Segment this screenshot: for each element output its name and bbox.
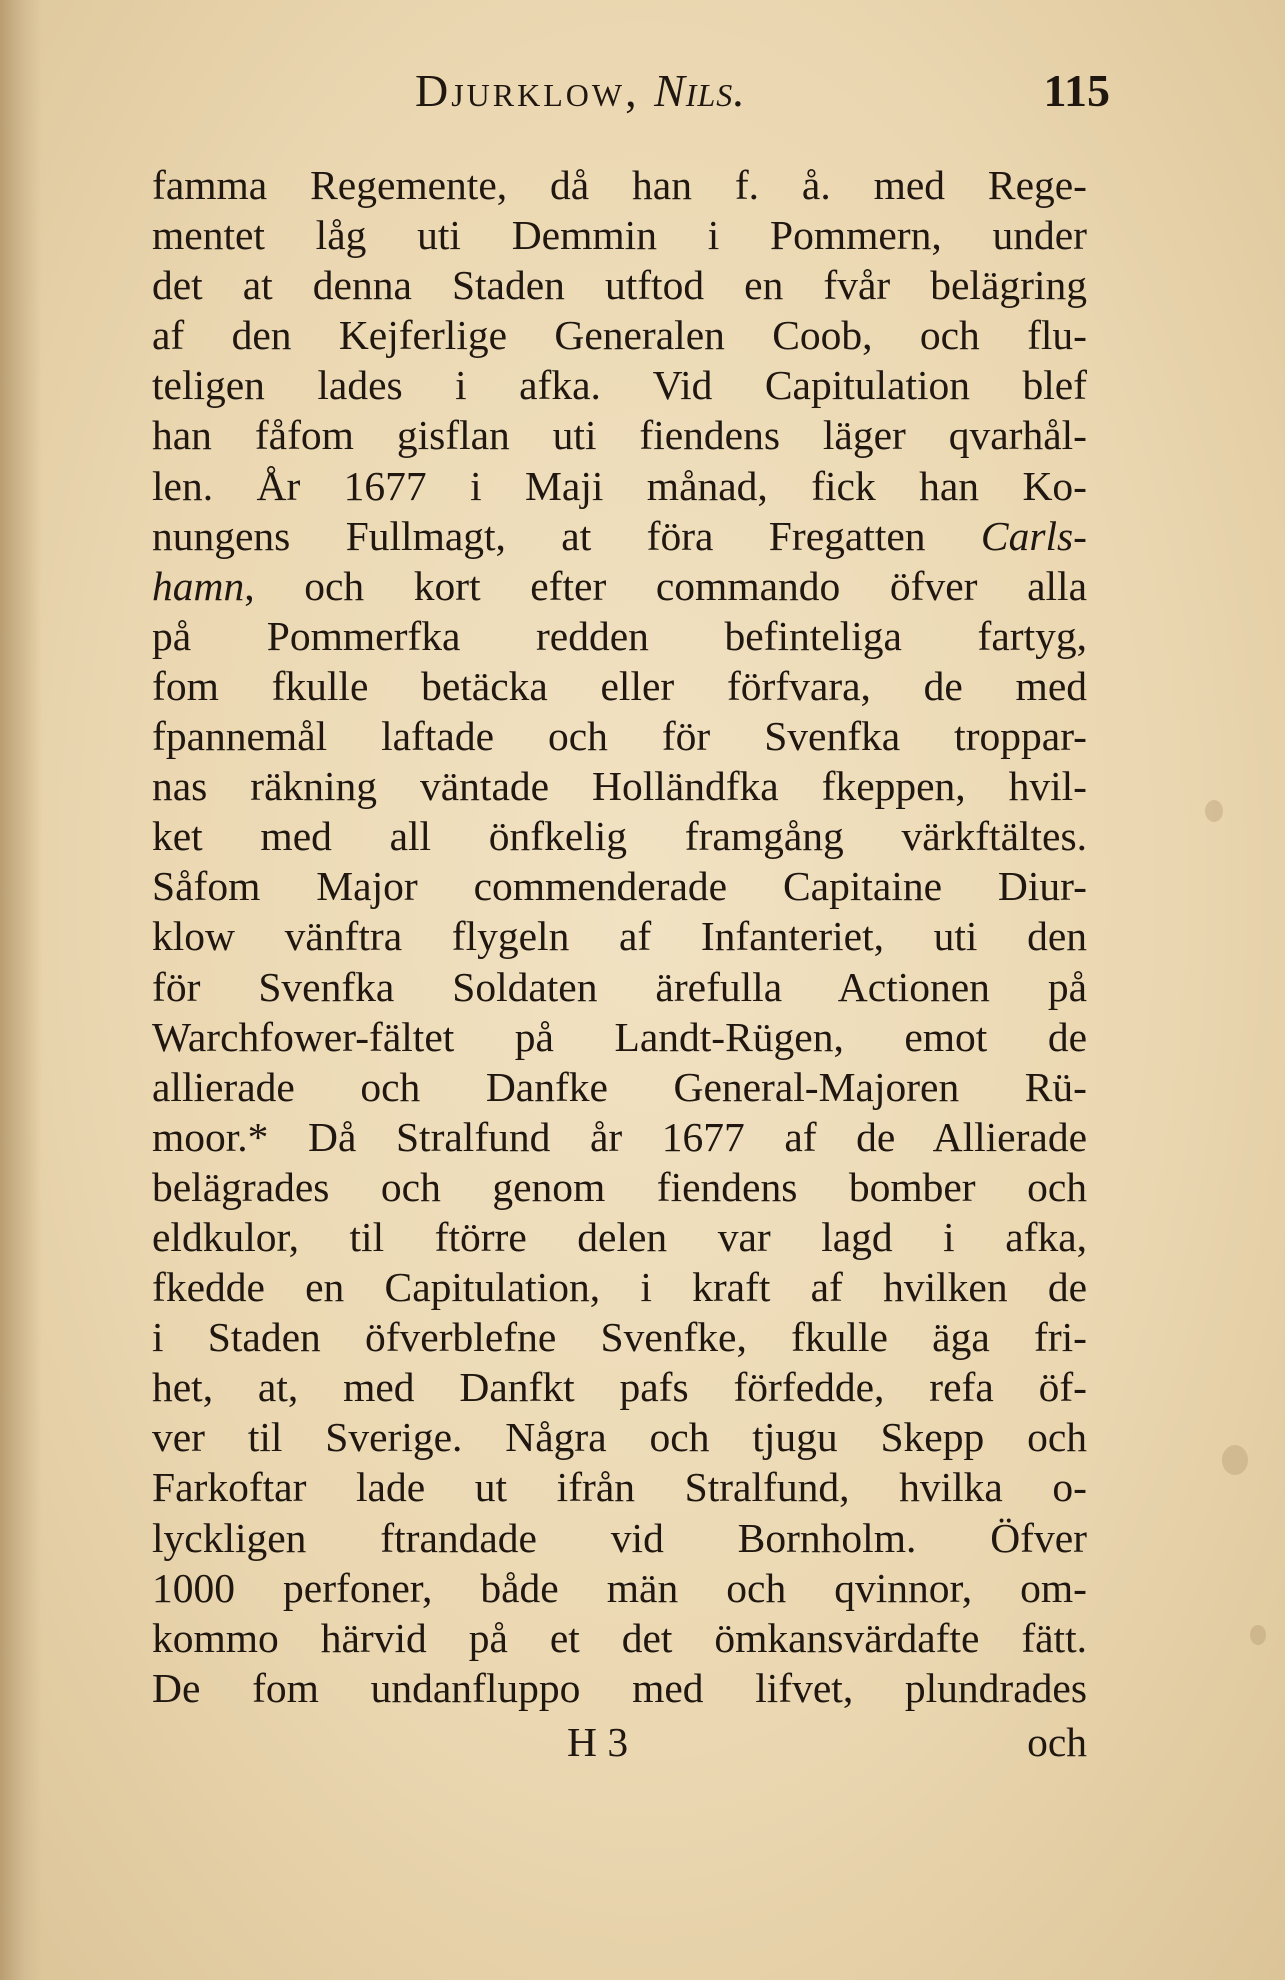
text-line: fom fkulle betäcka eller förfvara, de med <box>152 662 1087 709</box>
text-line: det at denna Staden utftod en fvår belägring <box>152 262 1087 309</box>
text-line: klow vänftra flygeln af Infanteriet, uti den <box>152 913 1087 960</box>
text-line: Farkoftar lade ut ifrån Stralfund, hvilka o- <box>152 1464 1087 1511</box>
page-number: 115 <box>1043 65 1110 116</box>
text-line: af den Kejferlige Generalen Coob, och flu- <box>152 312 1087 359</box>
text-line: kommo härvid på et det ömkansvärdafte fätt. <box>152 1614 1087 1661</box>
text-line: moor.* Då Stralfund år 1677 af de Allierade <box>152 1113 1087 1160</box>
text-line: fkedde en Capitulation, i kraft af hvilken de <box>152 1264 1087 1311</box>
text-line: Såfom Major commenderade Capitaine Diur- <box>152 863 1087 910</box>
text-line: famma Regemente, då han f. å. med Rege- <box>152 162 1087 208</box>
foxing-spot <box>1222 1445 1248 1475</box>
text-line: på Pommerfka redden befinteliga fartyg, <box>152 612 1087 659</box>
text-line: eldkulor, til ftörre delen var lagd i afka, <box>152 1213 1087 1260</box>
running-head <box>415 56 746 126</box>
text-line: 1000 perfoner, både män och qvinnor, om- <box>152 1564 1087 1611</box>
text-line: belägrades och genom fiendens bomber och <box>152 1163 1087 1210</box>
text-line: teligen lades i afka. Vid Capitulation blef <box>152 362 1087 409</box>
text-line: nas räkning väntade Holländfka fkeppen, hvil- <box>152 763 1087 810</box>
text-line: för Svenfka Soldaten ärefulla Actionen på <box>152 963 1087 1010</box>
text-line: allierade och Danfke General-Majoren Rü- <box>152 1063 1087 1110</box>
body-text <box>152 160 1087 1713</box>
text-line: De fom undanfluppo med lifvet, plundrades <box>152 1664 1087 1711</box>
text-line: lyckligen ftrandade vid Bornholm. Öfver <box>152 1514 1087 1561</box>
text-line: het, at, med Danfkt pafs förfedde, refa öf- <box>152 1364 1087 1411</box>
text-line: len. År 1677 i Maji månad, fick han Ko- <box>152 462 1087 509</box>
foxing-spot <box>1250 1625 1266 1645</box>
text-line: hamn, och kort efter commando öfver alla <box>152 562 1087 609</box>
text-line: han fåfom gisflan uti fiendens läger qvarhål- <box>152 412 1087 459</box>
page-gutter-shadow <box>0 0 42 1980</box>
text-line: Warchfower-fältet på Landt-Rügen, emot de <box>152 1013 1087 1060</box>
signature-mark: H 3 <box>567 1719 629 1765</box>
catchword: och <box>1027 1719 1087 1765</box>
text-line: ket med all önfkelig framgång värkftältes. <box>152 813 1087 860</box>
text-line: nungens Fullmagt, at föra Fregatten Carls- <box>152 512 1087 559</box>
text-line: fpannemål laftade och för Svenfka troppar- <box>152 713 1087 760</box>
text-line: mentet låg uti Demmin i Pommern, under <box>152 212 1087 259</box>
page-footer <box>152 1715 1087 1769</box>
running-head-name: Djurklow, <box>415 65 640 116</box>
text-line: i Staden öfverblefne Svenfke, fkulle äga fri- <box>152 1314 1087 1361</box>
text-line: ver til Sverige. Några och tjugu Skepp och <box>152 1414 1087 1461</box>
page-header <box>150 56 1110 126</box>
running-head-given-name: Nils. <box>654 65 746 116</box>
foxing-spot <box>1205 800 1223 822</box>
